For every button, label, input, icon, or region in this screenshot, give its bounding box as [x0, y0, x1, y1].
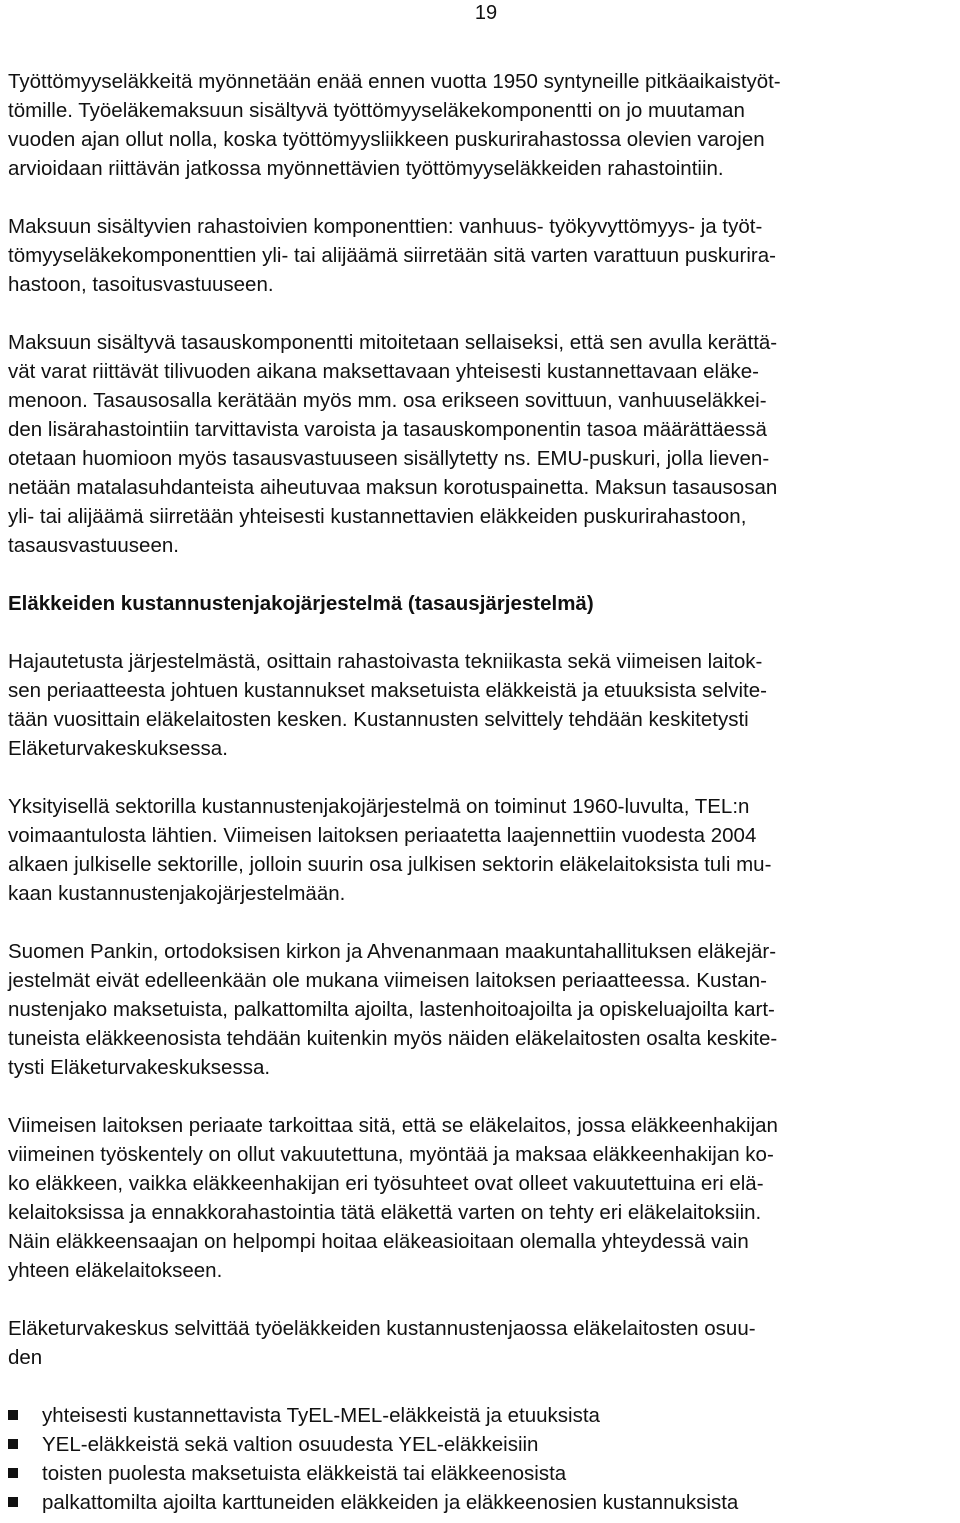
text-line: Hajautetusta järjestelmästä, osittain rahastoivasta tekniikasta sekä viimeisen laitok-	[8, 650, 763, 673]
text-line: sen periaatteesta johtuen kustannukset maksetuista eläkkeistä ja etuuksista selvite-	[8, 679, 767, 702]
list-item	[8, 1430, 956, 1459]
text-line: otetaan huomioon myös tasausvastuuseen sisällytetty ns. EMU-puskuri, jolla lieven-	[8, 447, 770, 470]
text-line: vuoden ajan ollut nolla, koska työttömyysliikkeen puskurirahastossa olevien varojen	[8, 128, 765, 151]
text-line: hastoon, tasoitusvastuuseen.	[8, 273, 274, 296]
list-item	[8, 1459, 956, 1488]
list-item-text: YEL-eläkkeistä sekä valtion osuudesta YEL-eläkkeisiin	[42, 1433, 539, 1456]
text-line: den	[8, 1346, 43, 1369]
text-line: viimeinen työskentely on ollut vakuutettuna, myöntää ja maksaa eläkkeenhakijan ko-	[8, 1143, 774, 1166]
text-line: Suomen Pankin, ortodoksisen kirkon ja Ahvenanmaan maakuntahallituksen eläkejär-	[8, 940, 777, 963]
section-heading: Eläkkeiden kustannustenjakojärjestelmä (tasausjärjestelmä)	[8, 592, 594, 615]
paragraph	[8, 1111, 956, 1285]
text-line: alkaen julkiselle sektorille, jolloin suurin osa julkisen sektorin eläkelaitoksista tuli mu-	[8, 853, 772, 876]
text-line: nustenjako maksetuista, palkattomilta ajoilta, lastenhoitoajoilta ja opiskeluajoilta kart-	[8, 998, 775, 1021]
text-line: Näin eläkkeensaajan on helpompi hoitaa eläkeasioitaan olemalla yhteydessä vain	[8, 1230, 749, 1253]
text-line: tömyyseläkekomponenttien yli- tai alijäämä siirretään sitä varten varattuun puskurira-	[8, 244, 776, 267]
text-line: ko eläkkeen, vaikka eläkkeenhakijan eri työsuhteet ovat olleet vakuutettuina eri elä-	[8, 1172, 764, 1195]
paragraph	[8, 937, 956, 1082]
text-line: tään vuosittain eläkelaitosten kesken. Kustannusten selvittely tehdään keskitetysti	[8, 708, 749, 731]
text-line: voimaantulosta lähtien. Viimeisen laitoksen periaatetta laajennettiin vuodesta 2004	[8, 824, 757, 847]
text-line: Työttömyyseläkkeitä myönnetään enää ennen vuotta 1950 syntyneille pitkäaikaistyöt-	[8, 70, 781, 93]
text-line: tasausvastuuseen.	[8, 534, 179, 557]
text-line: Maksuun sisältyvien rahastoivien komponenttien: vanhuus- työkyvyttömyys- ja työt-	[8, 215, 763, 238]
paragraph	[8, 328, 956, 560]
square-bullet-icon	[8, 1439, 18, 1449]
text-line: Viimeisen laitoksen periaate tarkoittaa sitä, että se eläkelaitos, jossa eläkkeenhakijan	[8, 1114, 778, 1137]
list-item	[8, 1401, 956, 1430]
paragraph	[8, 67, 956, 183]
paragraph	[8, 212, 956, 299]
text-line: tuneista eläkkeenosista tehdään kuitenkin myös näiden eläkelaitosten osalta keskite-	[8, 1027, 778, 1050]
document-body	[8, 67, 956, 1517]
square-bullet-icon	[8, 1497, 18, 1507]
text-line: Maksuun sisältyvä tasauskomponentti mitoitetaan sellaiseksi, että sen avulla kerättä-	[8, 331, 778, 354]
list-item-text: palkattomilta ajoilta karttuneiden eläkkeiden ja eläkkeenosien kustannuksista	[42, 1491, 739, 1514]
square-bullet-icon	[8, 1468, 18, 1478]
text-line: vät varat riittävät tilivuoden aikana maksettavaan yhteisesti kustannettavaan eläke-	[8, 360, 759, 383]
page-number: 19	[474, 2, 498, 24]
text-line: jestelmät eivät edelleenkään ole mukana viimeisen laitoksen periaatteessa. Kustan-	[8, 969, 767, 992]
text-line: Eläketurvakeskuksessa.	[8, 737, 228, 760]
text-line: tysti Eläketurvakeskuksessa.	[8, 1056, 271, 1079]
text-line: yhteen eläkelaitokseen.	[8, 1259, 223, 1282]
text-line: yli- tai alijäämä siirretään yhteisesti kustannettavien eläkkeiden puskurirahastoon,	[8, 505, 747, 528]
text-line: Eläketurvakeskus selvittää työeläkkeiden kustannustenjaossa eläkelaitosten osuu-	[8, 1317, 756, 1340]
text-line: kaan kustannustenjakojärjestelmään.	[8, 882, 346, 905]
list-item	[8, 1488, 956, 1517]
text-line: kelaitoksissa ja ennakkorahastointia tätä eläkettä varten on tehty eri eläkelaitoksiin.	[8, 1201, 762, 1224]
square-bullet-icon	[8, 1410, 18, 1420]
text-line: netään matalasuhdanteista aiheutuvaa maksun korotuspainetta. Maksun tasausosan	[8, 476, 778, 499]
list-item-text: toisten puolesta maksetuista eläkkeistä tai eläkkeenosista	[42, 1462, 567, 1485]
paragraph	[8, 792, 956, 908]
text-line: den lisärahastointiin tarvittavista varoista ja tasauskomponentin tasoa määrättäessä	[8, 418, 767, 441]
text-line: tömille. Työeläkemaksuun sisältyvä työttömyyseläkekomponentti on jo muutaman	[8, 99, 745, 122]
list-item-text: yhteisesti kustannettavista TyEL-MEL-eläkkeistä ja etuuksista	[42, 1404, 600, 1427]
paragraph	[8, 1314, 956, 1372]
text-line: arvioidaan riittävän jatkossa myönnettävien työttömyyseläkkeiden rahastointiin.	[8, 157, 724, 180]
bullet-list	[8, 1401, 956, 1517]
text-line: menoon. Tasausosalla kerätään myös mm. osa erikseen sovittuun, vanhuuseläkkei-	[8, 389, 767, 412]
text-line: Yksityisellä sektorilla kustannustenjakojärjestelmä on toiminut 1960-luvulta, TEL:n	[8, 795, 750, 818]
paragraph	[8, 647, 956, 763]
